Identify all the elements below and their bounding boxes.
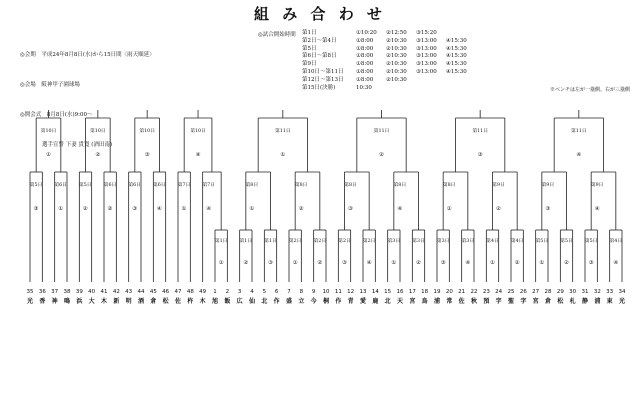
r3-game: ② xyxy=(95,152,101,158)
r2-game: ③ xyxy=(33,206,39,212)
r2-day: 第8日 xyxy=(393,183,407,188)
school-name: 佐 xyxy=(174,298,182,305)
schedule-day: 第12日～第13日 xyxy=(302,76,344,83)
team-number: 47 xyxy=(174,289,182,295)
r1-game: ④ xyxy=(613,260,619,266)
r2-game: ② xyxy=(298,206,304,212)
r3-day: 第11日 xyxy=(373,129,390,134)
schedule-time: ④15:30 xyxy=(446,45,467,52)
school-name: 木 xyxy=(199,298,206,305)
school-name: 酒 xyxy=(137,298,145,305)
team-number: 14 xyxy=(371,289,379,295)
schedule-day: 第2日～第4日 xyxy=(302,37,337,44)
team-number: 9 xyxy=(311,289,316,295)
school-name: 北 xyxy=(261,298,268,305)
team-number: 3 xyxy=(237,289,242,295)
school-name: 預 xyxy=(483,298,490,305)
r2-game: ④ xyxy=(206,206,212,212)
r3-day: 第11日 xyxy=(472,129,489,134)
r3-day: 第11日 xyxy=(570,129,587,134)
r1-day: 第3日 xyxy=(412,239,425,244)
info-value: 阪神甲子園球場 xyxy=(41,82,80,88)
schedule-time: 10:30 xyxy=(356,84,372,91)
schedule-time: ②10:30 xyxy=(386,61,407,68)
school-name: 字 xyxy=(495,298,502,305)
r2-day: 第8日 xyxy=(442,183,456,188)
r1-day: 第2日 xyxy=(313,239,327,244)
school-name: 桐 xyxy=(322,298,330,305)
r2-day: 第6日 xyxy=(153,183,166,188)
school-name: 浦 xyxy=(594,298,601,305)
r1-day: 第5日 xyxy=(560,239,573,244)
r1-day: 第1日 xyxy=(214,239,228,244)
team-number: 33 xyxy=(606,289,614,295)
schedule-time: ①8:00 xyxy=(356,53,374,60)
r2-day: 第7日 xyxy=(202,183,215,188)
r2-day: 第8日 xyxy=(344,183,357,188)
team-number: 45 xyxy=(149,289,157,295)
school-name: 飯 xyxy=(224,298,231,305)
bench-note: ※ベンチは左が一塁側、右が三塁側 xyxy=(549,87,630,93)
schedule-time: ②10:30 xyxy=(386,53,407,60)
r1-game: ① xyxy=(490,260,495,266)
r2-day: 第8日 xyxy=(245,183,259,188)
schedule-time: ③13:00 xyxy=(416,61,437,68)
r2-game: ④ xyxy=(397,206,403,212)
info-value: 選手宣誓 下妻 貴寛 (酒田南) xyxy=(42,142,113,148)
r1-game: ③ xyxy=(440,260,446,266)
r1-day: 第3日 xyxy=(436,239,450,244)
r2-game: ① xyxy=(249,206,255,212)
schedule-time: ①10:20 xyxy=(356,30,377,36)
team-number: 18 xyxy=(421,289,429,295)
team-number: 25 xyxy=(507,289,515,295)
team-number: 49 xyxy=(199,289,207,295)
r2-game: ③ xyxy=(545,206,551,212)
r2-day: 第5日 xyxy=(29,183,43,188)
team-number: 24 xyxy=(495,289,503,295)
school-name: 香 xyxy=(39,298,46,305)
r2-day: 第6日 xyxy=(128,183,141,188)
schedule-day: 第15日(決勝) xyxy=(302,84,336,91)
schedule-day: 第6日～第8日 xyxy=(302,53,337,60)
r1-game: ① xyxy=(292,260,298,266)
team-number: 13 xyxy=(359,289,367,295)
schedule-label: ◎試合開始時間 xyxy=(258,32,296,38)
school-name: 鳴 xyxy=(63,298,71,305)
school-name: 作 xyxy=(273,298,280,305)
schedule-time: ③13:00 xyxy=(416,45,437,52)
team-number: 48 xyxy=(186,289,194,295)
team-number: 38 xyxy=(63,289,71,295)
team-number: 30 xyxy=(569,289,577,295)
school-name: 倉 xyxy=(150,298,157,305)
r1-game: ① xyxy=(218,260,224,266)
r1-day: 第2日 xyxy=(362,239,376,244)
r1-day: 第3日 xyxy=(461,239,475,244)
team-number: 36 xyxy=(38,289,46,295)
schedule-day: 第10日～第11日 xyxy=(302,68,344,75)
r1-day: 第1日 xyxy=(264,239,277,244)
team-number: 16 xyxy=(396,289,404,295)
schedule-time: ②12:50 xyxy=(386,30,407,36)
school-name: 愛 xyxy=(359,298,367,305)
r2-game: ② xyxy=(496,206,501,212)
r1-game: ① xyxy=(391,260,397,266)
r2-day: 第9日 xyxy=(541,183,555,188)
school-name: 聖 xyxy=(507,298,515,305)
r1-game: ③ xyxy=(268,260,273,266)
schedule-time: ①8:00 xyxy=(356,76,374,83)
r1-game: ② xyxy=(564,260,569,266)
r2-game: ① xyxy=(446,206,452,212)
r3-game: ③ xyxy=(477,152,483,158)
team-number: 37 xyxy=(51,289,59,295)
team-number: 34 xyxy=(618,289,626,295)
team-number: 28 xyxy=(544,289,552,295)
r2-game: ② xyxy=(107,206,113,212)
r1-game: ③ xyxy=(342,260,347,266)
school-name: 新 xyxy=(113,298,120,305)
schedule-time: ①8:00 xyxy=(356,45,374,52)
school-name: 松 xyxy=(557,298,564,305)
school-name: 光 xyxy=(618,298,626,305)
r3-game: ④ xyxy=(195,152,201,158)
school-name: 松 xyxy=(162,298,169,305)
r1-day: 第4日 xyxy=(609,239,623,244)
schedule-time: ②10:30 xyxy=(386,45,407,52)
school-name: 立 xyxy=(298,298,305,305)
team-number: 7 xyxy=(287,289,291,295)
school-name: 木 xyxy=(100,298,108,305)
info-value: 平成24年8月8日(水)から15日間〈雨天順延〉 xyxy=(41,52,155,58)
schedule-time: ④15:30 xyxy=(446,37,467,44)
r2-game: ② xyxy=(82,206,88,212)
team-number: 17 xyxy=(408,289,416,295)
r2-day: 第9日 xyxy=(590,183,604,188)
schedule-time: ①8:00 xyxy=(356,61,374,68)
r2-game: ③ xyxy=(348,206,353,212)
team-number: 40 xyxy=(88,289,96,295)
team-number: 43 xyxy=(125,289,133,295)
schedule-time: ②10:30 xyxy=(386,37,407,44)
team-number: 29 xyxy=(556,289,564,295)
school-name: 今 xyxy=(310,298,317,305)
schedule-day: 第1日 xyxy=(302,30,317,36)
r1-game: ② xyxy=(416,260,421,266)
team-number: 39 xyxy=(75,289,83,295)
team-number: 21 xyxy=(458,289,466,295)
schedule-time: ②10:30 xyxy=(386,68,407,75)
r1-game: ② xyxy=(243,260,249,266)
schedule-time: ③13:00 xyxy=(416,68,437,75)
r3-game: ③ xyxy=(144,152,150,158)
team-number: 32 xyxy=(593,289,601,295)
school-name: 盛 xyxy=(285,298,293,305)
r3-game: ④ xyxy=(576,152,582,158)
team-number: 8 xyxy=(299,289,304,295)
r1-game: ② xyxy=(317,260,323,266)
team-number: 12 xyxy=(347,289,355,295)
r1-day: 第5日 xyxy=(535,239,549,244)
schedule-time: ③15:20 xyxy=(416,30,437,36)
team-number: 5 xyxy=(262,289,267,295)
team-number: 20 xyxy=(445,289,453,295)
school-name: 倉 xyxy=(544,298,552,305)
team-number: 10 xyxy=(322,289,330,295)
r2-day: 第8日 xyxy=(294,183,308,188)
r2-game: ③ xyxy=(132,206,138,212)
school-name: 青 xyxy=(347,298,354,305)
team-number: 42 xyxy=(112,289,120,295)
school-name: 光 xyxy=(26,298,34,305)
school-name: 広 xyxy=(236,298,243,305)
school-name: 静 xyxy=(581,298,589,305)
r2-game: ④ xyxy=(594,206,600,212)
info-value: 8月8日(水)9:00～ xyxy=(46,112,93,118)
r1-game: ① xyxy=(539,260,545,266)
school-name: 作 xyxy=(335,298,342,305)
r3-game: ① xyxy=(280,152,286,158)
r1-day: 第2日 xyxy=(288,239,302,244)
schedule-time: ③13:00 xyxy=(416,37,437,44)
team-number: 6 xyxy=(274,289,279,295)
school-name: 天 xyxy=(396,298,404,305)
r1-day: 第3日 xyxy=(387,239,401,244)
school-name: 旭 xyxy=(211,298,219,305)
r3-day: 第10日 xyxy=(89,129,106,134)
schedule-day: 第9日 xyxy=(302,61,317,68)
r2-game: ① xyxy=(181,206,187,212)
team-number: 19 xyxy=(433,289,441,295)
r3-game: ② xyxy=(379,152,384,158)
r2-game: ① xyxy=(58,206,64,212)
school-name: 浦 xyxy=(433,298,441,305)
schedule-day: 第5日 xyxy=(302,45,317,52)
team-number: 1 xyxy=(213,289,217,295)
team-number: 27 xyxy=(532,289,540,295)
r3-day: 第10日 xyxy=(139,129,156,134)
school-name: 秋 xyxy=(470,298,478,305)
school-name: 字 xyxy=(520,298,527,305)
schedule-time: ①8:00 xyxy=(356,37,374,44)
team-number: 44 xyxy=(137,289,145,295)
school-name: 佐 xyxy=(458,298,465,305)
team-number: 41 xyxy=(100,289,108,295)
team-number: 2 xyxy=(225,289,230,295)
schedule-time: ③13:00 xyxy=(416,53,437,60)
school-name: 鹿 xyxy=(372,298,379,305)
team-number: 31 xyxy=(581,289,589,295)
schedule-time: ④15:30 xyxy=(446,61,467,68)
school-name: 浜 xyxy=(76,298,83,305)
school-name: 鳥 xyxy=(421,298,428,305)
r1-game: ④ xyxy=(366,260,372,266)
r3-day: 第10日 xyxy=(40,129,57,134)
team-number: 26 xyxy=(519,289,527,295)
schedule-time: ④15:30 xyxy=(446,53,467,60)
r2-day: 第5日 xyxy=(79,183,92,188)
r1-day: 第2日 xyxy=(338,239,351,244)
team-number: 15 xyxy=(384,289,392,295)
info-label: ◎開会式 xyxy=(20,112,42,118)
r1-day: 第4日 xyxy=(486,239,499,244)
school-name: 常 xyxy=(446,298,453,305)
school-name: 杵 xyxy=(187,298,194,305)
schedule-time: ④15:30 xyxy=(446,68,467,75)
r2-day: 第7日 xyxy=(177,183,191,188)
r3-game: ① xyxy=(46,152,51,158)
school-name: 宮 xyxy=(409,298,416,305)
r1-game: ④ xyxy=(465,260,471,266)
school-name: 北 xyxy=(384,298,391,305)
school-name: 東 xyxy=(606,298,613,305)
r2-day: 第9日 xyxy=(492,183,505,188)
school-name: 大 xyxy=(88,298,95,305)
team-number: 35 xyxy=(26,289,34,295)
school-name: 明 xyxy=(125,298,132,305)
school-name: 札 xyxy=(569,298,576,305)
r2-day: 第6日 xyxy=(54,183,67,188)
schedule-time: ②10:30 xyxy=(386,76,407,83)
r1-day: 第1日 xyxy=(239,239,253,244)
school-name: 仙 xyxy=(248,298,256,305)
page-title: 組 み 合 わ せ xyxy=(254,5,386,23)
r3-day: 第11日 xyxy=(274,129,291,134)
info-label: ◎会期 xyxy=(20,52,36,58)
r1-day: 第5日 xyxy=(584,239,598,244)
r2-game: ④ xyxy=(156,206,162,212)
school-name: 宮 xyxy=(532,298,539,305)
r1-game: ③ xyxy=(588,260,594,266)
team-number: 11 xyxy=(334,289,342,295)
school-name: 神 xyxy=(51,298,58,305)
team-number: 4 xyxy=(250,289,254,295)
team-number: 23 xyxy=(482,289,490,295)
team-number: 46 xyxy=(162,289,170,295)
team-number: 22 xyxy=(470,289,478,295)
info-label: ◎会場 xyxy=(20,82,36,88)
r1-day: 第4日 xyxy=(510,239,524,244)
schedule-time: ①8:00 xyxy=(356,68,374,75)
r2-day: 第6日 xyxy=(103,183,117,188)
r3-day: 第10日 xyxy=(190,129,206,134)
r1-game: ② xyxy=(514,260,520,266)
